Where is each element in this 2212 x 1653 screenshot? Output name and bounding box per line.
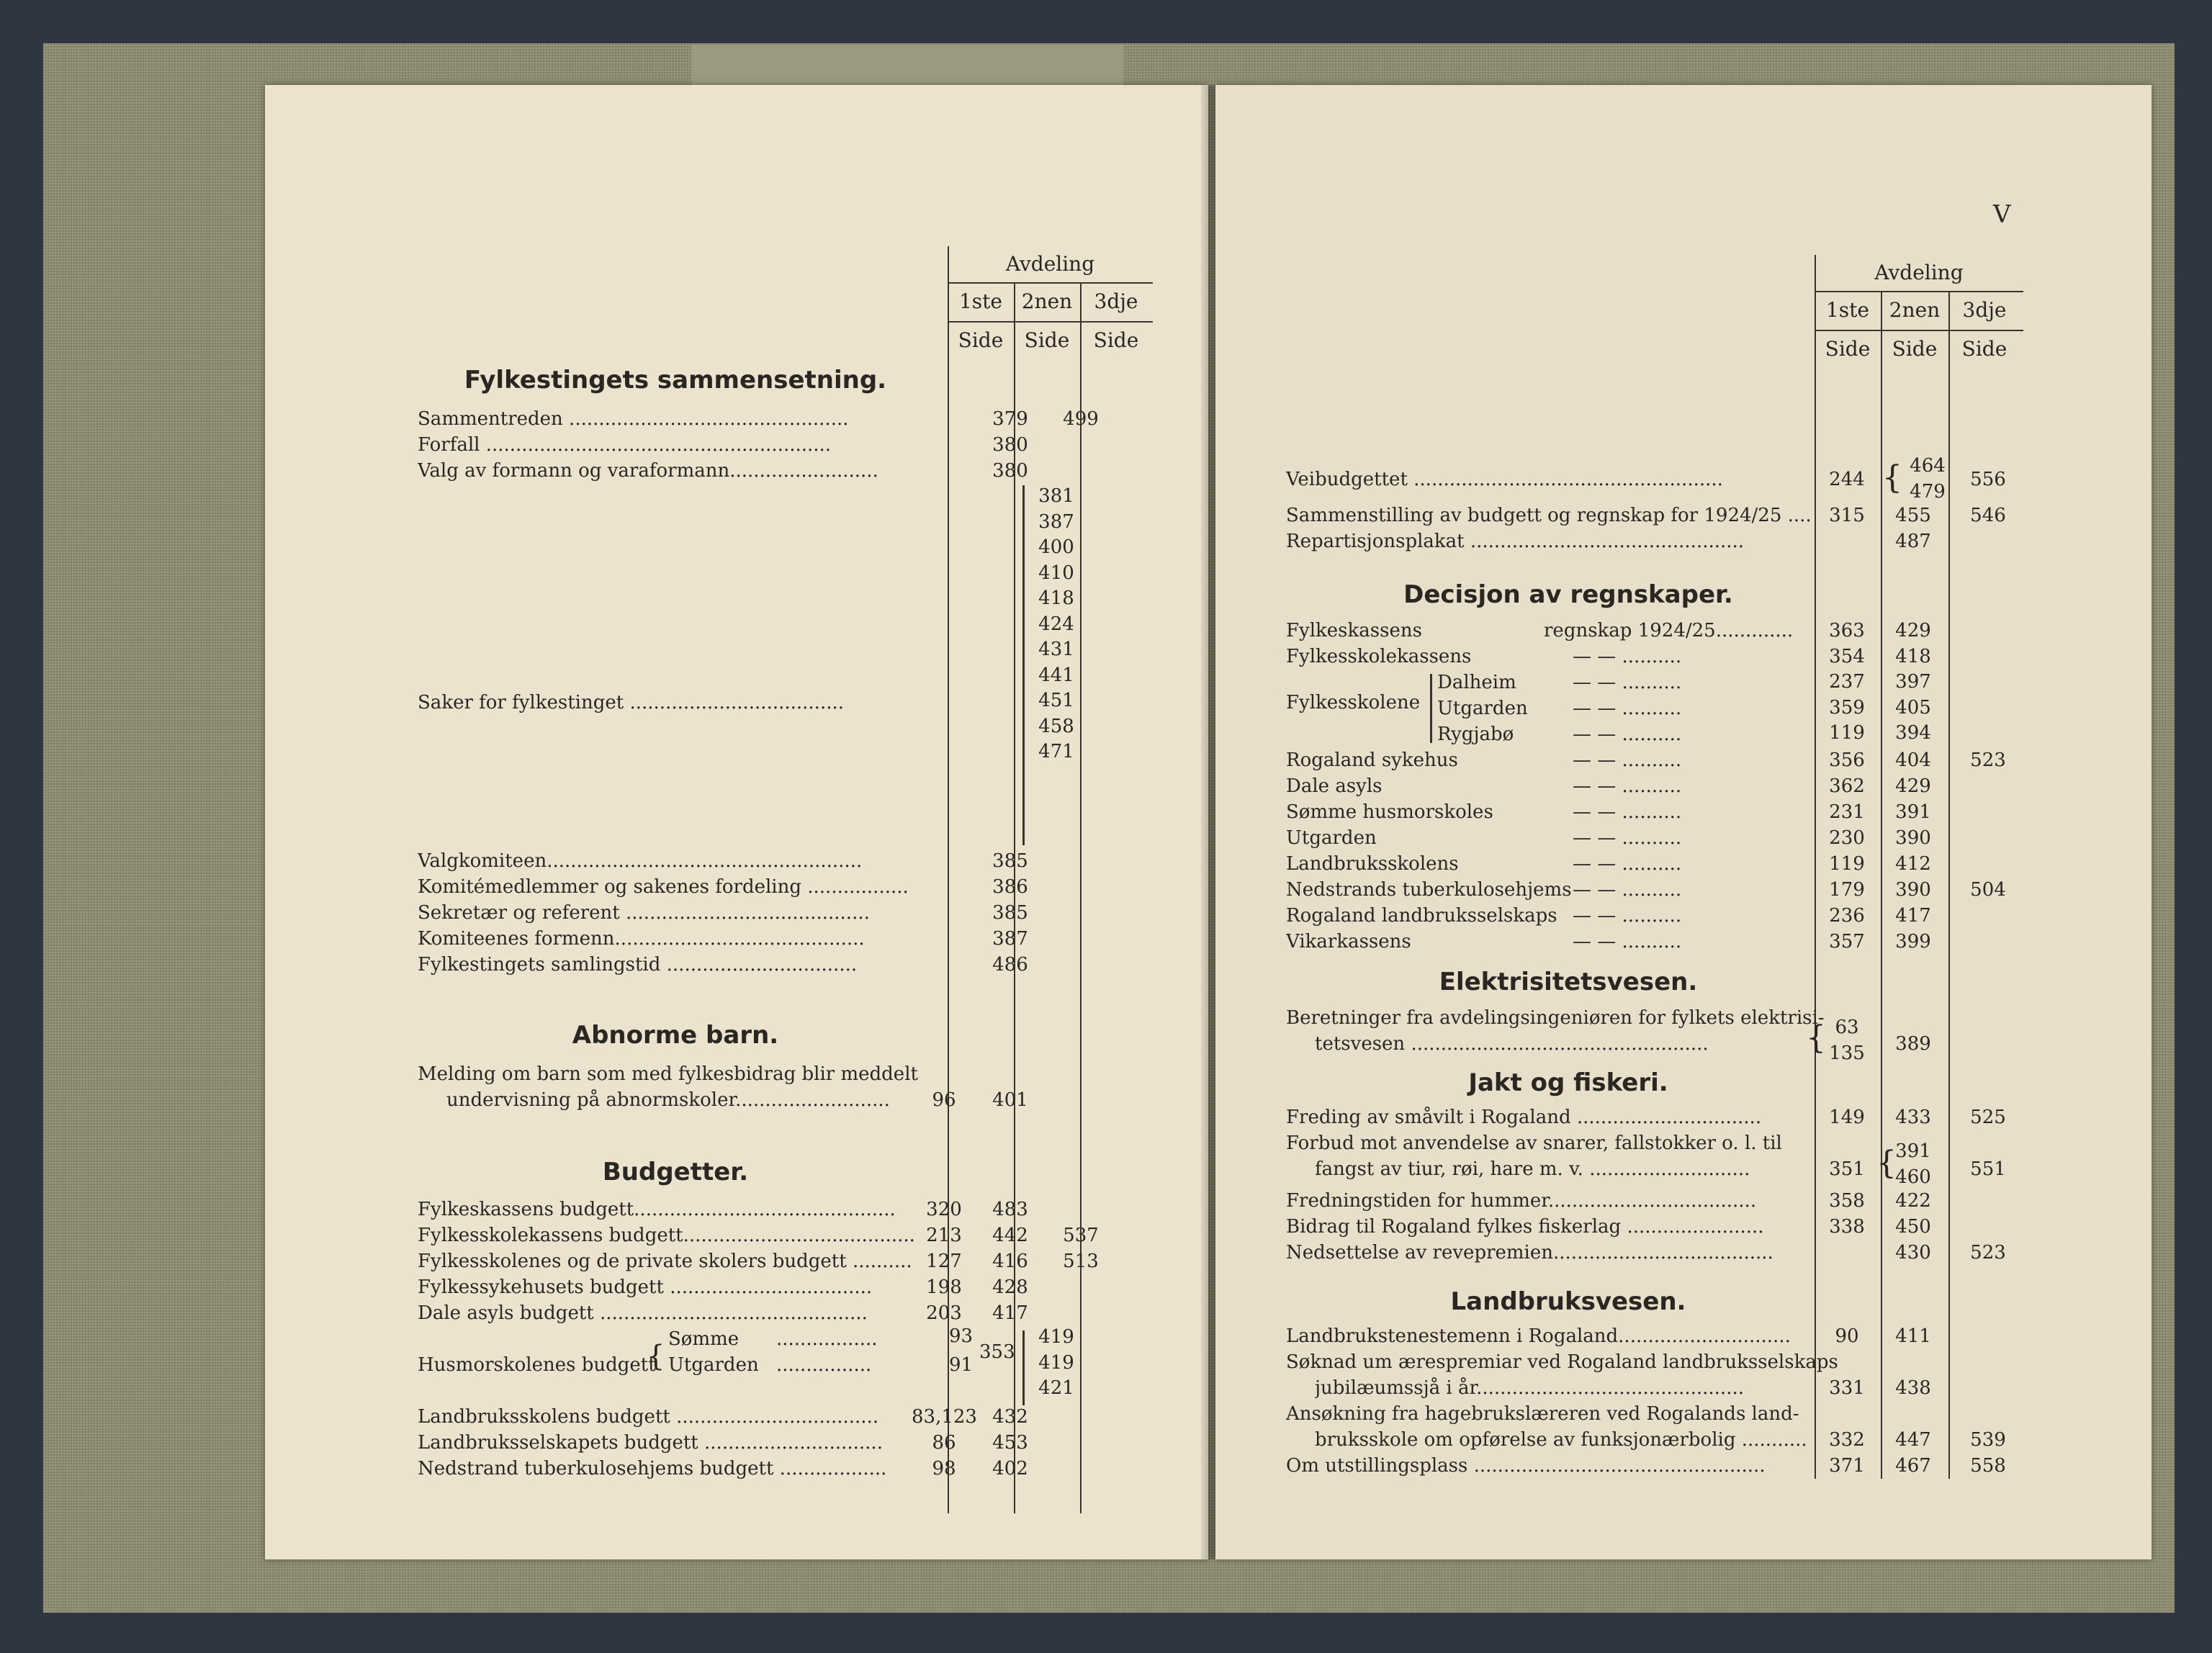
- section-heading: Elektrisitetsvesen.: [1439, 968, 1698, 996]
- index-row: Valgkomiteen..................................................... 385: [418, 850, 1028, 872]
- index-row: Sammenstilling av budgett og regnskap for 1924/25 .... 315 455 546: [1286, 505, 2006, 526]
- page-number: 458: [1038, 715, 1074, 737]
- page-number: 91: [949, 1354, 974, 1376]
- page-number: 410: [1038, 562, 1074, 584]
- side-label: Side: [1892, 337, 1938, 361]
- section-heading: Landbruksvesen.: [1450, 1287, 1686, 1316]
- page-number: 359: [1829, 696, 1865, 719]
- index-row: Freding av småvilt i Rogaland ............................... 149 433 525: [1286, 1107, 2006, 1128]
- side-label: Side: [958, 328, 1004, 352]
- page-number: 441: [1038, 664, 1074, 686]
- page-number-roman: V: [1993, 200, 2011, 229]
- page-number: 464: [1910, 455, 1946, 477]
- side-label: Side: [1093, 328, 1139, 352]
- brace: [1430, 674, 1432, 743]
- sub-list: [1437, 670, 1528, 747]
- index-row: Fylkesskolekassens — — .......... 354 418: [1286, 646, 1931, 667]
- index-row: Fylkesskolekassens budgett....................................... 213 442 537: [418, 1225, 1099, 1246]
- brace: {: [1876, 1145, 1897, 1181]
- page-number: 353: [979, 1341, 1015, 1363]
- index-row: Dale asyls — — .......... 362 429: [1286, 775, 1931, 797]
- page-number: 460: [1895, 1166, 1931, 1188]
- index-row: Sammentreden ............................................... 379 499: [418, 408, 1099, 430]
- index-row: Vikarkassens — — .......... 357 399: [1286, 931, 1931, 952]
- index-row: Bidrag til Rogaland fylkes fiskerlag ....................... 338 450: [1286, 1216, 1931, 1238]
- index-row: Sømme husmorskoles — — .......... 231 391: [1286, 801, 1931, 823]
- sub-label: Rygjabø: [1437, 724, 1514, 745]
- index-row: Sekretær og referent ......................................... 385: [418, 902, 1028, 924]
- page-number: 431: [1038, 639, 1074, 660]
- page-number: 391: [1895, 1140, 1931, 1162]
- avdeling-header: Avdeling: [1005, 252, 1095, 276]
- page-number: 405: [1895, 696, 1931, 719]
- page-number: 397: [1895, 671, 1931, 693]
- index-row: Veibudgettet .................................................... 244 556: [1286, 469, 2006, 490]
- page-number: 424: [1038, 613, 1074, 635]
- index-row: Landbrukstenestemenn i Rogaland............................. 90 411: [1286, 1325, 1931, 1347]
- page-list: [1024, 1325, 1089, 1402]
- page-number: 119: [1829, 722, 1865, 744]
- index-row: Fredningstiden for hummer................................... 358 422: [1286, 1190, 1931, 1212]
- dot-leader: .................: [776, 1328, 878, 1350]
- page-list: [1895, 454, 1960, 505]
- dot-leader: ................: [776, 1354, 872, 1376]
- index-row: Utgarden — — .......... 230 390: [1286, 827, 1931, 849]
- page-number: 419: [1038, 1351, 1074, 1374]
- index-row: bruksskole om opførelse av funksjonærbolig ........... 332 447 539: [1315, 1429, 2006, 1451]
- page-number: 135: [1829, 1042, 1865, 1064]
- index-row: tetsvesen .................................................. 389: [1315, 1033, 1931, 1055]
- page-number: 387: [1038, 510, 1074, 533]
- brace: {: [1882, 459, 1902, 496]
- page-number: 394: [1895, 722, 1931, 744]
- page-list: [1815, 670, 1879, 747]
- page-number: 471: [1038, 741, 1074, 762]
- index-text: Beretninger fra avdelingsingeniøren for fylkets elektrisi-: [1286, 1007, 1825, 1029]
- section-heading: Budgetter.: [602, 1158, 749, 1186]
- section-heading: Fylkestingets sammensetning.: [464, 366, 887, 395]
- index-row: undervisning på abnormskoler.......................... 96 401: [446, 1089, 1028, 1111]
- page-list: [1815, 1015, 1879, 1066]
- page-number: 418: [1038, 587, 1074, 609]
- index-row: Landbruksselskapets budgett .............................. 86 453: [418, 1432, 1028, 1454]
- page-list: [1881, 1139, 1946, 1190]
- index-row: Komiteenes formenn.......................................... 387: [418, 928, 1028, 950]
- col3-header: 3dje: [1962, 298, 2007, 322]
- section-heading: Decisjon av regnskaper.: [1403, 580, 1733, 609]
- page-number: 479: [1910, 480, 1946, 503]
- side-label: Side: [1024, 328, 1070, 352]
- col2-header: 2nen: [1021, 289, 1073, 313]
- side-label: Side: [1961, 337, 2008, 361]
- brace: {: [1806, 1019, 1826, 1056]
- index-row: Fylkesskolenes og de private skolers budgett .......... 127 416 513: [418, 1251, 1099, 1272]
- avdeling-header: Avdeling: [1874, 261, 1964, 284]
- dot-leader: — — ..........: [1573, 698, 1682, 719]
- index-row: Repartisjonsplakat .............................................. 487: [1286, 531, 1931, 552]
- index-row: Nedstrand tuberkulosehjems budgett .................. 98 402: [418, 1458, 1028, 1479]
- index-row: Fylkessykehusets budgett .................................. 198 428: [418, 1276, 1028, 1298]
- index-row: Dale asyls budgett ............................................. 203 417: [418, 1302, 1028, 1324]
- index-row: Forfall .......................................................... 380: [418, 434, 1028, 456]
- dot-leader: — — ..........: [1573, 724, 1682, 745]
- index-label: Sømme: [668, 1328, 739, 1350]
- index-row: Om utstillingsplass ................................................. 371 467 558: [1286, 1455, 2006, 1477]
- index-label: Husmorskolenes budgett: [418, 1354, 656, 1376]
- page-number: 237: [1829, 671, 1865, 693]
- page-list: [1024, 484, 1089, 765]
- index-label: Utgarden: [668, 1354, 759, 1376]
- sub-label: Utgarden: [1437, 698, 1528, 719]
- page-number: 63: [1835, 1017, 1859, 1038]
- index-text: Forbud mot anvendelse av snarer, fallstokker o. l. til: [1286, 1132, 1782, 1154]
- col3-header: 3dje: [1094, 289, 1138, 313]
- index-row: Fylkeskassens budgett............................................ 320 483: [418, 1199, 1028, 1220]
- index-row: Komitémedlemmer og sakenes fordeling ................. 386: [418, 876, 1028, 898]
- dot-leader-list: [1573, 670, 1681, 747]
- page-list: [1881, 670, 1946, 747]
- index-text: Søknad um ærespremiar ved Rogaland landbruksselskaps: [1286, 1351, 1838, 1373]
- index-row: Nedsettelse av revepremien..................................... 430 523: [1286, 1242, 2006, 1264]
- side-label: Side: [1825, 337, 1871, 361]
- section-heading: Jakt og fiskeri.: [1468, 1068, 1668, 1097]
- index-row: Rogaland landbruksselskaps — — .......... 236 417: [1286, 905, 1931, 927]
- page-number: 421: [1038, 1377, 1074, 1399]
- page-number: 451: [1038, 690, 1074, 711]
- page-number: 419: [1038, 1326, 1074, 1348]
- index-row: Rogaland sykehus — — .......... 356 404 523: [1286, 749, 2006, 771]
- right-page: [1215, 85, 2152, 1559]
- index-row: Nedstrands tuberkulosehjems — — .......... 179 390 504: [1286, 879, 2006, 901]
- index-text: Melding om barn som med fylkesbidrag blir meddelt: [418, 1063, 918, 1085]
- sub-label: Dalheim: [1437, 672, 1516, 693]
- index-label: Fylkesskolene: [1286, 692, 1421, 713]
- dot-leader: — — ..........: [1573, 672, 1682, 693]
- index-row: jubilæumssjå i år............................................. 331 438: [1315, 1377, 1931, 1399]
- index-text: Ansøkning fra hagebrukslæreren ved Rogalands land-: [1286, 1403, 1799, 1425]
- index-row: Landbruksskolens budgett .................................. 83,123 432: [418, 1406, 1028, 1428]
- brace: {: [647, 1340, 665, 1373]
- col1-header: 1ste: [1825, 298, 1869, 322]
- page-number: 381: [1038, 485, 1074, 507]
- col1-header: 1ste: [958, 289, 1002, 313]
- col2-header: 2nen: [1889, 298, 1941, 322]
- index-row: Valg av formann og varaformann......................... 380: [418, 460, 1028, 482]
- section-heading: Abnorme barn.: [572, 1021, 779, 1050]
- page-number: 400: [1038, 536, 1074, 558]
- index-row: Landbruksskolens — — .......... 119 412: [1286, 853, 1931, 875]
- page-number: 93: [949, 1325, 974, 1347]
- left-page: [265, 85, 1208, 1559]
- index-row: fangst av tiur, røi, hare m. v. ........................... 351 551: [1315, 1158, 2006, 1180]
- index-row: Fylkestingets samlingstid ................................ 486: [418, 954, 1028, 976]
- index-row: Saker for fylkestinget ....................................: [418, 692, 845, 713]
- index-row: Fylkeskassens regnskap 1924/25............. 363 429: [1286, 620, 1931, 641]
